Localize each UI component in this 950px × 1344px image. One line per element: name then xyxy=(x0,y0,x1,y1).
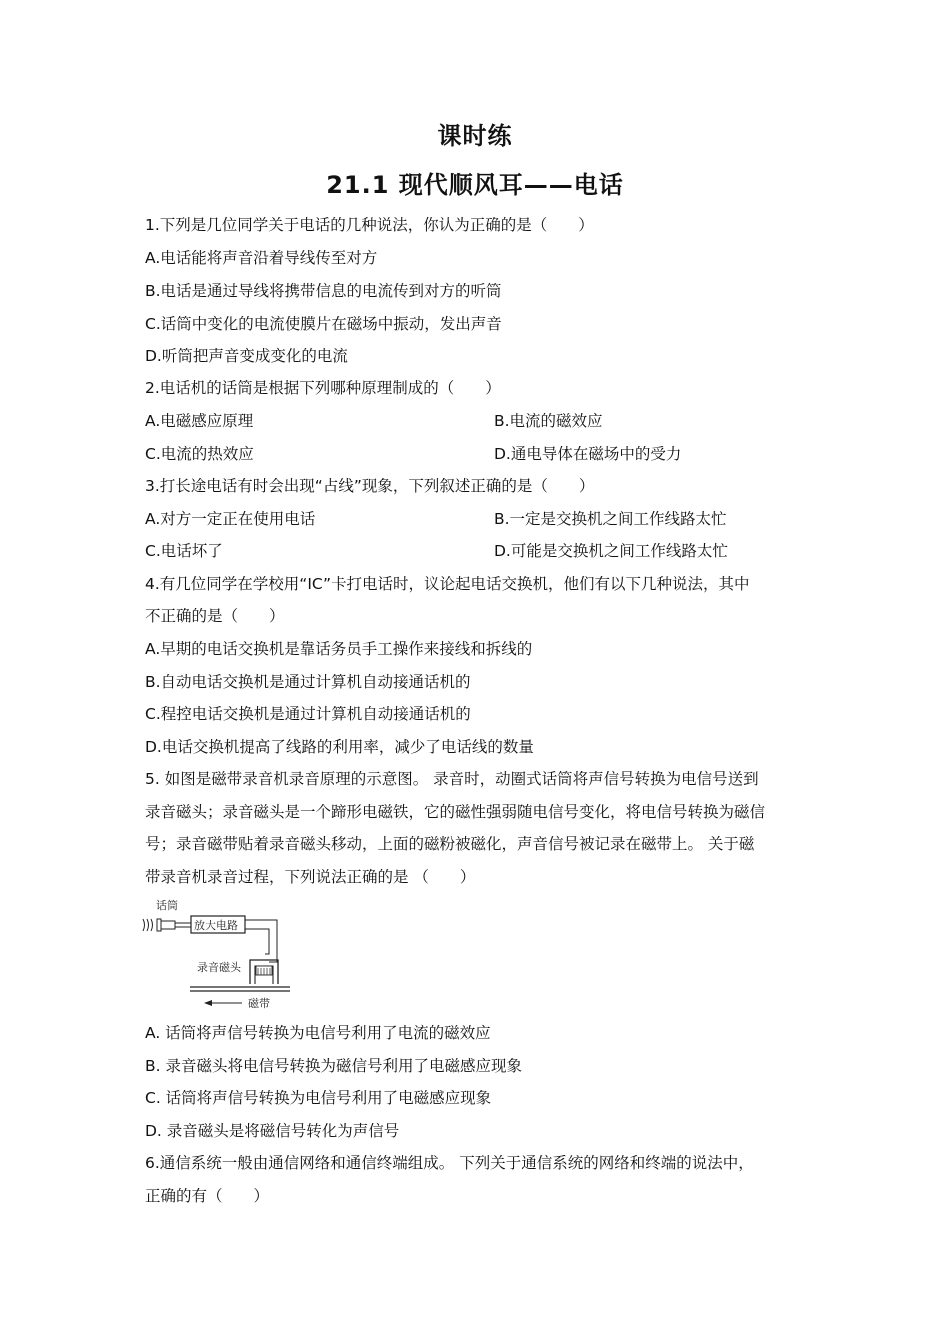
amplifier-label: 放大电路 xyxy=(194,919,238,932)
sound-wave-icon xyxy=(143,919,145,931)
q3-stem: 3.打长途电话有时会出现“占线”现象，下列叙述正确的是（ ） xyxy=(145,477,595,495)
page-title: 课时练 xyxy=(437,122,513,150)
q2-stem: 2.电话机的话筒是根据下列哪种原理制成的（ ） xyxy=(145,379,501,397)
q1-option-c: C.话筒中变化的电流使膜片在磁场中振动，发出声音 xyxy=(145,315,502,333)
q4-stem-line2: 不正确的是（ ） xyxy=(145,607,285,625)
q6-stem-line2: 正确的有（ ） xyxy=(145,1187,270,1205)
q6-stem-line1: 6.通信系统一般由通信网络和通信终端组成。 下列关于通信系统的网络和终端的说法中， xyxy=(145,1154,754,1172)
q1-stem: 1.下列是几位同学关于电话的几种说法，你认为正确的是（ ） xyxy=(145,216,594,234)
q5-option-d: D. 录音磁头是将磁信号转化为声信号 xyxy=(145,1122,400,1140)
microphone-icon xyxy=(157,919,161,931)
tape-label: 磁带 xyxy=(248,997,270,1010)
q2-option-d: D.通电导体在磁场中的受力 xyxy=(494,445,682,463)
q2-option-b: B.电流的磁效应 xyxy=(494,412,603,430)
q5-stem-line2: 录音磁头；录音磁头是一个蹄形电磁铁，它的磁性强弱随电信号变化，将电信号转换为磁信 xyxy=(145,803,766,821)
q5-option-b: B. 录音磁头将电信号转换为磁信号利用了电磁感应现象 xyxy=(145,1057,522,1075)
q5-option-c: C. 话筒将声信号转换为电信号利用了电磁感应现象 xyxy=(145,1089,492,1107)
q1-option-b: B.电话是通过导线将携带信息的电流传到对方的听筒 xyxy=(145,282,502,300)
q5-stem-line3: 号；录音磁带贴着录音磁头移动，上面的磁粉被磁化，声音信号被记录在磁带上。 关于磁 xyxy=(145,835,755,853)
q3-option-c: C.电话坏了 xyxy=(145,542,223,560)
q4-stem-line1: 4.有几位同学在学校用“IC”卡打电话时，议论起电话交换机，他们有以下几种说法，其中 xyxy=(145,575,750,593)
q5-option-a: A. 话筒将声信号转换为电信号利用了电流的磁效应 xyxy=(145,1024,491,1042)
q4-option-c: C.程控电话交换机是通过计算机自动接通话机的 xyxy=(145,705,471,723)
q1-option-a: A.电话能将声音沿着导线传至对方 xyxy=(145,249,378,267)
recording-head-label: 录音磁头 xyxy=(197,961,241,974)
q4-option-d: D.电话交换机提高了线路的利用率，减少了电话线的数量 xyxy=(145,738,534,756)
q1-option-d: D.听筒把声音变成变化的电流 xyxy=(145,347,348,365)
lesson-subtitle: 21.1 现代顺风耳——电话 xyxy=(326,171,624,199)
q3-option-d: D.可能是交换机之间工作线路太忙 xyxy=(494,542,728,560)
q4-option-b: B.自动电话交换机是通过计算机自动接通话机的 xyxy=(145,673,471,691)
mic-label: 话筒 xyxy=(156,899,178,912)
q5-stem-line4: 带录音机录音过程，下列说法正确的是 （ ） xyxy=(145,868,476,886)
q2-option-c: C.电流的热效应 xyxy=(145,445,254,463)
tape-recorder-diagram xyxy=(140,896,300,1016)
q3-option-b: B.一定是交换机之间工作线路太忙 xyxy=(494,510,727,528)
q5-stem-line1: 5. 如图是磁带录音机录音原理的示意图。 录音时，动圈式话筒将声信号转换为电信号送到 xyxy=(145,770,759,788)
q2-option-a: A.电磁感应原理 xyxy=(145,412,254,430)
q4-option-a: A.早期的电话交换机是靠话务员手工操作来接线和拆线的 xyxy=(145,640,533,658)
q3-option-a: A.对方一定正在使用电话 xyxy=(145,510,316,528)
